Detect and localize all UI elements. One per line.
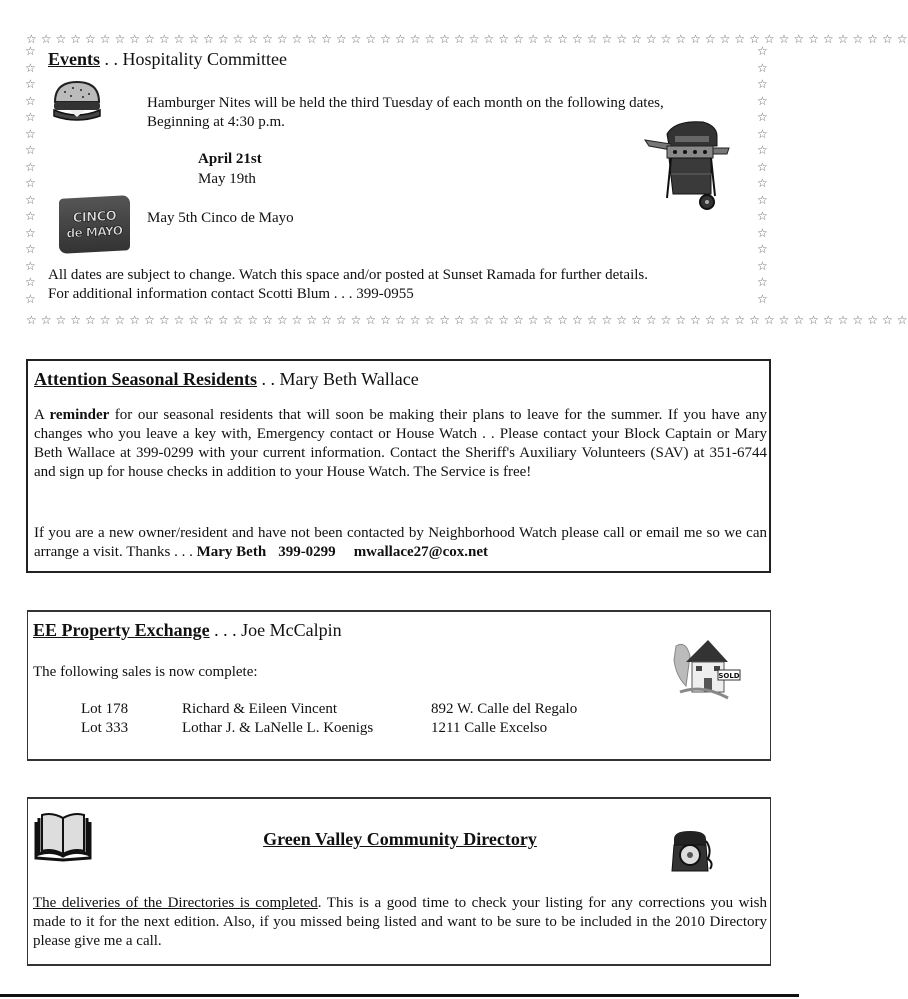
sale-owners: Lothar J. & LaNelle L. Koenigs [182, 720, 374, 736]
events-note-line1: All dates are subject to change. Watch this space and/or posted at Sunset Ramada for further details. [48, 267, 648, 283]
sales-row [81, 719, 577, 738]
contact-body: If you are a new owner/resident and have not been contacted by Neighborhood Watch please call or email me so we can arrange a visit. Thanks . . . [34, 525, 767, 560]
directory-paragraph [33, 894, 767, 951]
sold-label: SOLD [718, 672, 740, 680]
reminder-body: for our seasonal residents that will soon be making their plans to leave for the summer. If you have any changes who you leave a key with, Emergency contact or House Watch . . Please contact your Block Captain or Mary Beth Wallace at 399-0299 with your current information. Contact the Sheriff's Auxiliary Volunteers (SAV) at 351-6744 and sign up for house checks in addition to your House Watch. The Service is free! [34, 407, 767, 480]
events-title: Events [48, 49, 101, 69]
directory-title: Green Valley Community Directory [263, 829, 537, 849]
directory-section [27, 797, 771, 966]
contact-email-link[interactable]: mwallace27@cox.net [353, 544, 489, 560]
hamburger-icon [51, 80, 103, 126]
sale-lot: Lot 333 [81, 720, 129, 736]
sale-owners: Richard & Eileen Vincent [182, 701, 338, 717]
sold-house-icon [672, 636, 744, 702]
cinco-badge-line1: CINCO [72, 208, 117, 226]
seasonal-subtitle: . . Mary Beth Wallace [257, 369, 419, 389]
cinco-de-mayo-text: May 5th Cinco de Mayo [147, 210, 294, 226]
star-border-left: ☆ ☆ ☆ ☆ ☆ ☆ ☆ ☆ ☆ ☆ ☆ ☆ ☆ ☆ ☆ ☆ [25, 44, 36, 306]
contact-phone: 399-0299 [278, 544, 336, 560]
events-heading [48, 48, 287, 70]
sales-row [81, 700, 577, 719]
sale-address: 1211 Calle Excelso [431, 720, 548, 736]
reminder-prefix: A [34, 407, 50, 423]
reminder-bold: reminder [49, 407, 110, 423]
directory-paragraph-body: . This is a good time to check your listing for any corrections you wish made to it for the next edition. Also, if you missed being listed and want to be sure to be included in the 2010 Directory please give me a call. [33, 895, 767, 949]
grill-icon [645, 118, 731, 212]
hamburger-nites-line1: Hamburger Nites will be held the third Tuesday of each month on the following dates, [147, 95, 664, 111]
directory-paragraph-underlined: The deliveries of the Directories is completed [33, 895, 318, 911]
telephone-icon [670, 829, 714, 875]
star-border-bottom: ☆ ☆ ☆ ☆ ☆ ☆ ☆ ☆ ☆ ☆ ☆ ☆ ☆ ☆ ☆ ☆ ☆ ☆ ☆ ☆ ☆ ☆ ☆ ☆ ☆ ☆ ☆ ☆ ☆ ☆ ☆ ☆ ☆ ☆ ☆ ☆ ☆ ☆ ☆ ☆ ☆ ☆ ☆ ☆ ☆ ☆ ☆ ☆ ☆ ☆ ☆ ☆ ☆ ☆ ☆ ☆ ☆ ☆ ☆ ☆ [26, 313, 908, 327]
property-subtitle: . . . Joe McCalpin [209, 620, 342, 640]
seasonal-residents-section [26, 359, 771, 573]
contact-name: Mary Beth [196, 544, 267, 560]
events-note-line2: For additional information contact Scotti Blum . . . 399-0955 [48, 286, 414, 302]
cinco-badge-line2: de MAYO [66, 223, 123, 240]
property-exchange-section [27, 610, 771, 761]
star-border-top: ☆ ☆ ☆ ☆ ☆ ☆ ☆ ☆ ☆ ☆ ☆ ☆ ☆ ☆ ☆ ☆ ☆ ☆ ☆ ☆ ☆ ☆ ☆ ☆ ☆ ☆ ☆ ☆ ☆ ☆ ☆ ☆ ☆ ☆ ☆ ☆ ☆ ☆ ☆ ☆ ☆ ☆ ☆ ☆ ☆ ☆ ☆ ☆ ☆ ☆ ☆ ☆ ☆ ☆ ☆ ☆ ☆ ☆ ☆ ☆ [26, 32, 908, 46]
hamburger-nites-line2: Beginning at 4:30 p.m. [147, 114, 285, 130]
property-title: EE Property Exchange [33, 620, 210, 640]
seasonal-heading [34, 368, 419, 390]
seasonal-contact-paragraph [34, 524, 767, 562]
property-intro: The following sales is now complete: [33, 664, 258, 680]
cinco-de-mayo-icon [59, 195, 130, 254]
seasonal-title: Attention Seasonal Residents [34, 369, 258, 389]
page-bottom-rule [0, 994, 799, 997]
sales-table [81, 700, 577, 738]
seasonal-reminder-paragraph [34, 406, 767, 482]
star-border-right: ☆ ☆ ☆ ☆ ☆ ☆ ☆ ☆ ☆ ☆ ☆ ☆ ☆ ☆ ☆ ☆ [757, 44, 768, 306]
property-heading [33, 619, 342, 641]
event-date-may: May 19th [198, 171, 256, 187]
sale-lot: Lot 178 [81, 701, 129, 717]
sale-address: 892 W. Calle del Regalo [431, 701, 578, 717]
events-subtitle: . . Hospitality Committee [100, 49, 288, 69]
event-date-april: April 21st [198, 151, 262, 167]
